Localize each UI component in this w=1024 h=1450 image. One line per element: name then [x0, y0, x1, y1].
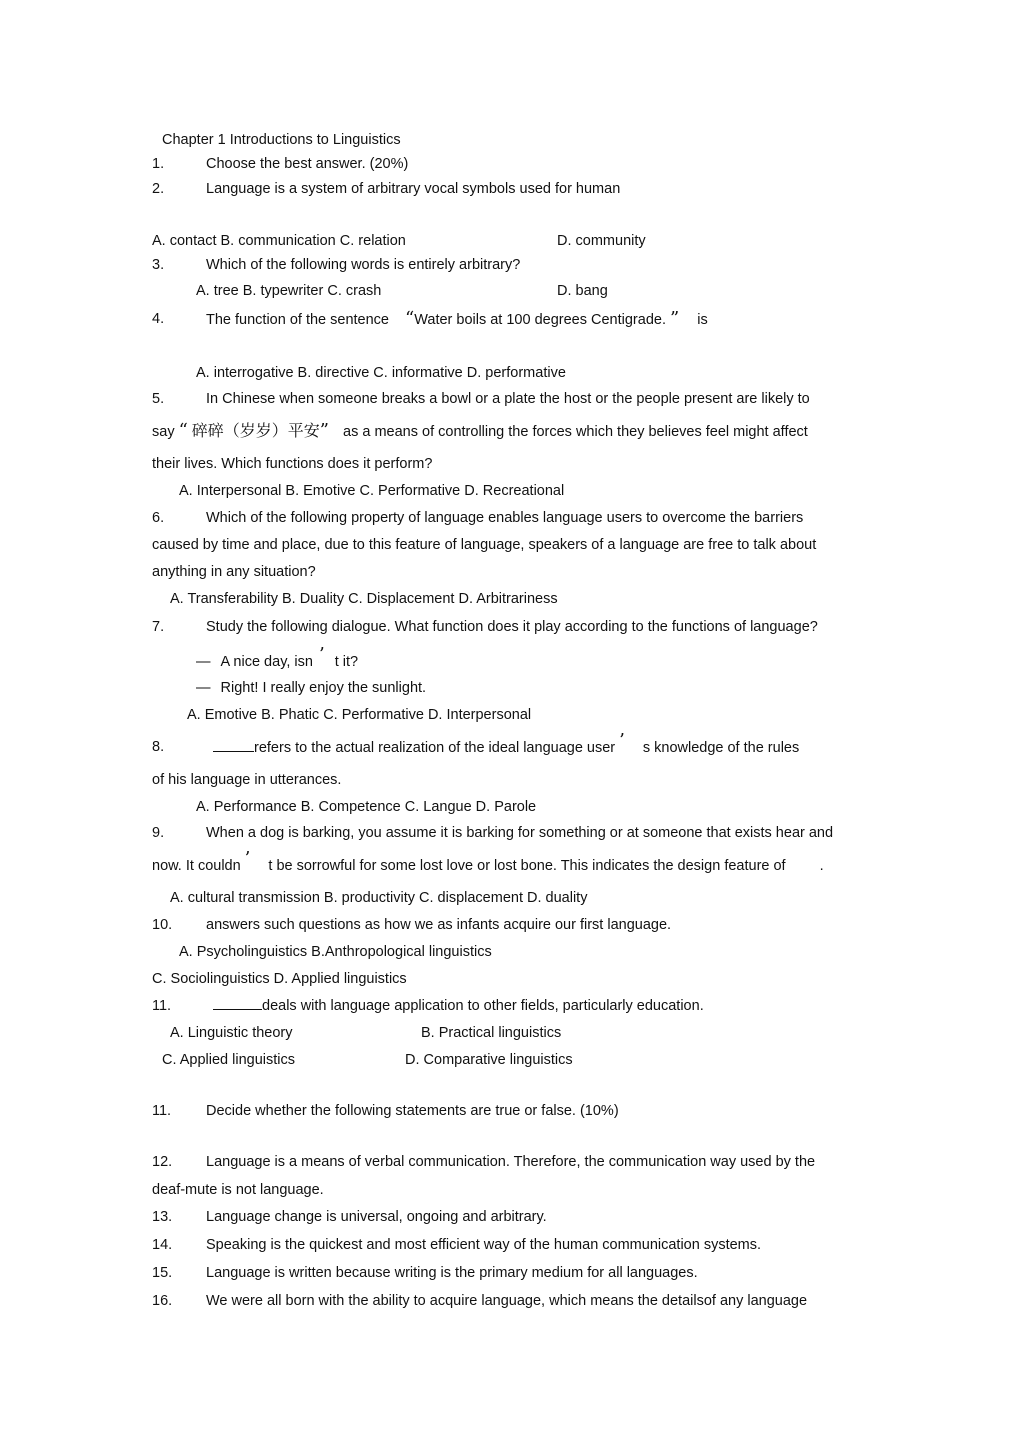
answer-blank — [213, 1009, 262, 1010]
question-6-line-3: anything in any situation? — [152, 564, 316, 580]
dialogue-line-1-b: t it? — [334, 654, 359, 670]
question-4-suffix: is — [697, 312, 708, 328]
statement-14: Speaking is the quickest and most efficient way of the human communication systems. — [206, 1237, 762, 1253]
open-quote: “ — [405, 308, 415, 329]
question-7-options: A. Emotive B. Phatic C. Performative D. Interpersonal — [187, 707, 532, 723]
apostrophe: ’ — [318, 644, 325, 665]
statement-16-number: 16. — [152, 1293, 173, 1309]
dash: — — [196, 680, 211, 696]
close-quote: ” — [669, 308, 680, 329]
question-3-number: 3. — [152, 257, 165, 273]
question-8-number: 8. — [152, 739, 165, 755]
open-quote: “ — [178, 420, 188, 441]
question-9-line-2-b: t be sorrowful for some lost love or lost bone. This indicates the design feature of — [268, 858, 786, 874]
question-7-number: 7. — [152, 619, 165, 635]
question-10-text: answers such questions as how we as infants acquire our first language. — [206, 917, 672, 933]
question-11-text-line — [213, 996, 704, 1016]
question-11-option-b: B. Practical linguistics — [421, 1025, 562, 1041]
apostrophe: ’ — [244, 848, 251, 869]
question-4-options: A. interrogative B. directive C. informative D. performative — [196, 365, 566, 381]
question-2-number: 2. — [152, 181, 165, 197]
question-10-number: 10. — [152, 917, 173, 933]
section-2-number: 11. — [152, 1103, 172, 1119]
question-6-line-2: caused by time and place, due to this feature of language, speakers of a language are free to talk about — [152, 537, 817, 553]
question-9-line-2 — [152, 848, 824, 876]
section-2-heading: Decide whether the following statements are true or false. (10%) — [206, 1103, 619, 1119]
question-8-line-2: of his language in utterances. — [152, 772, 342, 788]
question-9-number: 9. — [152, 825, 165, 841]
statement-13-number: 13. — [152, 1209, 173, 1225]
section-1-heading: Choose the best answer. (20%) — [206, 156, 409, 172]
question-6-number: 6. — [152, 510, 165, 526]
question-10-options-1: A. Psycholinguistics B.Anthropological linguistics — [179, 944, 492, 960]
question-8-options: A. Performance B. Competence C. Langue D. Parole — [196, 799, 537, 815]
question-5-line-1: In Chinese when someone breaks a bowl or a plate the host or the people present are likely to — [206, 391, 810, 407]
apostrophe: ’ — [619, 730, 625, 751]
question-10-options-2: C. Sociolinguistics D. Applied linguistics — [152, 971, 407, 987]
question-3-options-abc: A. tree B. typewriter C. crash — [196, 283, 382, 299]
question-11-option-d: D. Comparative linguistics — [405, 1052, 573, 1068]
answer-blank — [213, 751, 254, 752]
section-1-number: 1. — [152, 156, 165, 172]
question-5-line-2-text: as a means of controlling the forces which they believes feel might affect — [343, 424, 808, 440]
question-4-text — [206, 309, 708, 330]
question-9-period: . — [819, 858, 824, 874]
close-quote: ” — [319, 420, 329, 441]
chapter-title: Chapter 1 Introductions to Linguistics — [162, 132, 401, 148]
question-8-line-1-a: refers to the actual realization of the ideal language user — [254, 740, 616, 756]
question-9-line-1: When a dog is barking, you assume it is barking for something or at someone that exists hear and — [206, 825, 834, 841]
question-9-options: A. cultural transmission B. productivity C. displacement D. duality — [170, 890, 588, 906]
question-2-text: Language is a system of arbitrary vocal symbols used for human — [206, 181, 621, 197]
question-5-line-2 — [152, 421, 808, 442]
question-3-option-d: D. bang — [557, 283, 608, 299]
question-11-option-a: A. Linguistic theory — [170, 1025, 293, 1041]
question-2-option-d: D. community — [557, 233, 646, 249]
question-5-chinese-phrase: 碎碎（岁岁）平安 — [191, 421, 320, 440]
question-11-option-c: C. Applied linguistics — [162, 1052, 295, 1068]
dialogue-line-2 — [196, 678, 426, 698]
question-4-number: 4. — [152, 311, 165, 327]
question-9-line-2-a: now. It couldn — [152, 858, 241, 874]
question-6-options: A. Transferability B. Duality C. Displacement D. Arbitrariness — [170, 591, 558, 607]
statement-12-line-2: deaf-mute is not language. — [152, 1182, 324, 1198]
question-5-say: say — [152, 424, 175, 440]
statement-15-number: 15. — [152, 1265, 173, 1281]
dialogue-line-1-a: A nice day, isn — [220, 654, 313, 670]
question-8-line-1-b: s knowledge of the rules — [642, 740, 800, 756]
statement-13: Language change is universal, ongoing and arbitrary. — [206, 1209, 547, 1225]
statement-16: We were all born with the ability to acquire language, which means the detailsof any language — [206, 1293, 808, 1309]
question-4-quote: Water boils at 100 degrees Centigrade. — [414, 312, 666, 328]
dialogue-line-1 — [196, 644, 359, 672]
statement-15: Language is written because writing is the primary medium for all languages. — [206, 1265, 698, 1281]
question-11-number: 11. — [152, 998, 172, 1014]
question-8-line-1 — [213, 730, 800, 758]
statement-14-number: 14. — [152, 1237, 173, 1253]
question-6-line-1: Which of the following property of language enables language users to overcome the barriers — [206, 510, 804, 526]
dash: — — [196, 654, 211, 670]
question-4-prefix: The function of the sentence — [206, 312, 389, 328]
question-5-number: 5. — [152, 391, 165, 407]
question-5-line-3: their lives. Which functions does it perform? — [152, 456, 433, 472]
question-5-options: A. Interpersonal B. Emotive C. Performative D. Recreational — [179, 483, 565, 499]
statement-12-number: 12. — [152, 1154, 173, 1170]
question-2-options-abc: A. contact B. communication C. relation — [152, 233, 406, 249]
statement-12-line-1: Language is a means of verbal communication. Therefore, the communication way used by the — [206, 1154, 816, 1170]
question-11-text: deals with language application to other fields, particularly education. — [262, 998, 704, 1014]
question-3-text: Which of the following words is entirely arbitrary? — [206, 257, 521, 273]
question-7-text: Study the following dialogue. What function does it play according to the functions of language? — [206, 619, 818, 635]
dialogue-line-2-text: Right! I really enjoy the sunlight. — [220, 680, 427, 696]
